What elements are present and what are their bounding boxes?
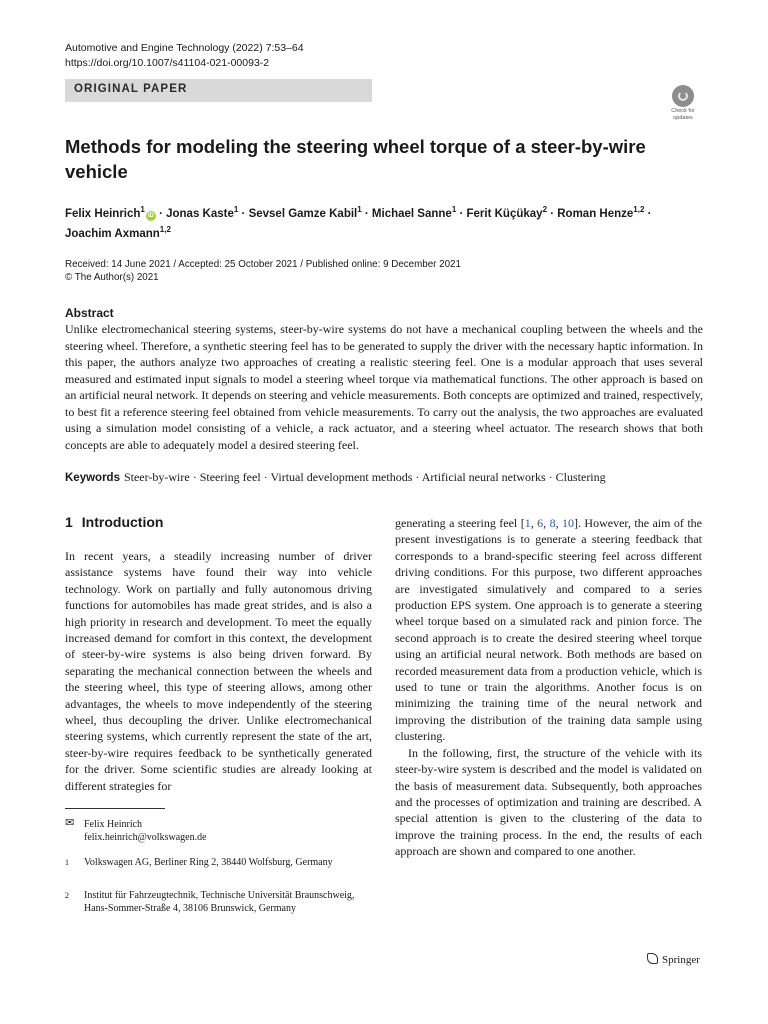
author-affiliation: 1 <box>357 205 362 214</box>
author-name[interactable]: Ferit Küçükay <box>466 207 543 220</box>
citation-link[interactable]: 6 <box>537 516 544 530</box>
copyright-line: © The Author(s) 2021 <box>65 272 159 283</box>
springer-horse-icon <box>647 953 658 964</box>
journal-info <box>65 41 304 71</box>
paragraph: In the following, first, the structure of the vehicle with its steer-by-wire system is described and the model is validated on the basis of measurement data. Subsequently, both approaches and the processes of optimization and training are described. A special attention is given to the clustering of the data to improve the training process. In the end, the results of each approach are shown and compared to one another. <box>395 745 702 859</box>
doi-link[interactable]: https://doi.org/10.1007/s41104-021-00093-2 <box>65 57 270 69</box>
author-affiliation: 2 <box>542 205 548 214</box>
left-column-text: In recent years, a steadily increasing number of driver assistance systems have found their way into vehicle technology. Work on partially and fully autonomous driving functions for automobiles has made great strides, and is also a high priority in research and development. To meet the equally increased demand for comfort in this context, the development of steer-by-wire systems is also being driven forward. By separating the mechanical connection between the wheels and the steering wheel, this type of steering allows, among other advantages, the wheels to move independently of the steering wheel, thus decoupling the driver. Unlike electromechanical steering systems, which currently represent the state of the art, steer-by-wire requires feedback to be synthetically generated for the driver. Some scientific studies are already looking at different strategies for <box>65 549 372 793</box>
citation-link[interactable]: 10 <box>562 516 574 530</box>
author-affiliation: 1 <box>140 205 145 214</box>
publisher-name: Springer <box>662 954 700 966</box>
right-column-text <box>395 515 702 860</box>
abstract-text: Unlike electromechanical steering systems, steer-by-wire systems do not have a mechanical coupling between the wheels and the steering wheel. Therefore, a synthetic steering feel has to be generated to supply the driver with the necessary haptic information. In this paper, the authors analyze two approaches of creating a realistic steering feel. One is a modular approach that uses several measured and estimated input signals to model a steering wheel torque via mathematical functions. The other approach is based on an artificial neural network. It depends on steering and vehicle measurements. Both concepts are optimized and trained, respectively, to best fit a reference steering feel obtained from vehicle measurements. To carry out the analysis, the two approaches are evaluated using a simulation model consisting of a vehicle, a rack actuator, and a steering wheel actuator. The research shows that both concepts are able to adequately model a desired steering feel. <box>65 322 703 452</box>
footnote-marker: 2 <box>65 891 69 900</box>
text-run: generating a steering feel [ <box>395 516 525 530</box>
affiliation-text: Volkswagen AG, Berliner Ring 2, 38440 Wolfsburg, Germany <box>84 857 333 868</box>
author-affiliation: 1,2 <box>633 205 645 214</box>
footnote-marker: 1 <box>65 858 69 867</box>
author-name[interactable]: Joachim Axmann <box>65 227 160 240</box>
keywords-label: Keywords <box>65 472 120 484</box>
author-affiliation: 1 <box>451 205 457 214</box>
citation-link[interactable]: 1 <box>524 516 531 530</box>
author-affiliation: 1,2 <box>159 224 171 234</box>
article-type-banner <box>65 79 372 102</box>
publisher-logo <box>647 953 700 967</box>
paragraph-continuation: generating a steering feel [1, 6, 8, 10]. However, the aim of the present investigations is to generate a steering feedback that corresponds to a brand-specific steering feel across different driving conditions. For this purpose, two different approaches are investigated simulatively and compared to a series production EPS system. One approach is to generate a steering wheel torque based on a simulated rack and pinion force. The second approach is to create the desired steering wheel torque using an artificial neural network. Both methods are based on recorded measurement data from a production vehicle, which is used to tune or train the algorithms. Another focus is on minimizing the training time of the neural network and improving the distribution of the training data sample using clustering. <box>395 516 702 744</box>
author-name[interactable]: Sevsel Gamze Kabil <box>248 207 358 220</box>
keywords-line <box>65 469 705 486</box>
contact-name: Felix Heinrich <box>84 819 143 830</box>
orcid-icon[interactable]: iD <box>147 212 154 219</box>
author-name[interactable]: Michael Sanne <box>371 207 452 220</box>
article-type-label: ORIGINAL PAPER <box>74 83 188 95</box>
footnote-divider <box>65 808 165 809</box>
section-number: 1 <box>65 514 73 530</box>
text-run: ]. However, the aim of the present investigations is to generate a steering feedback that corresponds to a brand-specific steering feel across different driving conditions. For this purpose, two different approaches are investigated simulatively and compared to a series production EPS system. One approach is to generate a steering wheel torque based on a simulated rack and pinion force. The second approach is to create the desired steering wheel torque using an artificial neural network. Both methods are based on recorded measurement data from a production vehicle, which is used to tune or train the algorithms. Another focus is on minimizing the training time of the neural network and improving the distribution of the training data sample using clustering. <box>395 516 702 744</box>
check-for-updates-badge[interactable] <box>665 85 701 123</box>
author-name[interactable]: Jonas Kaste <box>166 207 234 220</box>
history-dates: Received: 14 June 2021 / Accepted: 25 October 2021 / Published online: 9 December 2021 <box>65 259 461 270</box>
author-list: Felix Heinrich$^1$iD · Jonas Kaste$^1$ · Sevsel Gamze Kabil$^1$ · Michael Sanne$^1$ · Ferit Küçükay$^2$ · Roman Henze$^{1,2}$ · Joachim Axmann$^{1,2}$ <box>65 205 652 240</box>
check-updates-line1: Check for <box>671 108 695 114</box>
contact-email[interactable]: felix.heinrich@volkswagen.de <box>84 832 207 844</box>
citation-link[interactable]: 8 <box>549 516 556 530</box>
envelope-icon: ✉ <box>65 817 75 829</box>
section-heading <box>65 514 163 530</box>
affiliation-text: Institut für Fahrzeugtechnik, Technische Universität Braunschweig, Hans-Sommer-Straße 4, 38106 Brunswick, Germany <box>84 890 355 915</box>
journal-citation: Automotive and Engine Technology (2022) 7:53–64 <box>65 42 304 54</box>
publication-dates <box>65 258 461 284</box>
author-affiliation: 1 <box>233 205 239 214</box>
author-name[interactable]: Felix Heinrich <box>65 207 141 220</box>
section-title: Introduction <box>81 514 164 530</box>
author-name[interactable]: Roman Henze <box>557 207 634 220</box>
check-updates-icon <box>672 85 694 107</box>
check-updates-line2: updates <box>673 115 693 121</box>
abstract-heading: Abstract <box>65 306 114 320</box>
paper-title: Methods for modeling the steering wheel torque of a steer-by-wire vehicle <box>65 136 646 182</box>
keywords-text: Steer-by-wire · Steering feel · Virtual development methods · Artificial neural networks · Clustering <box>123 470 606 484</box>
